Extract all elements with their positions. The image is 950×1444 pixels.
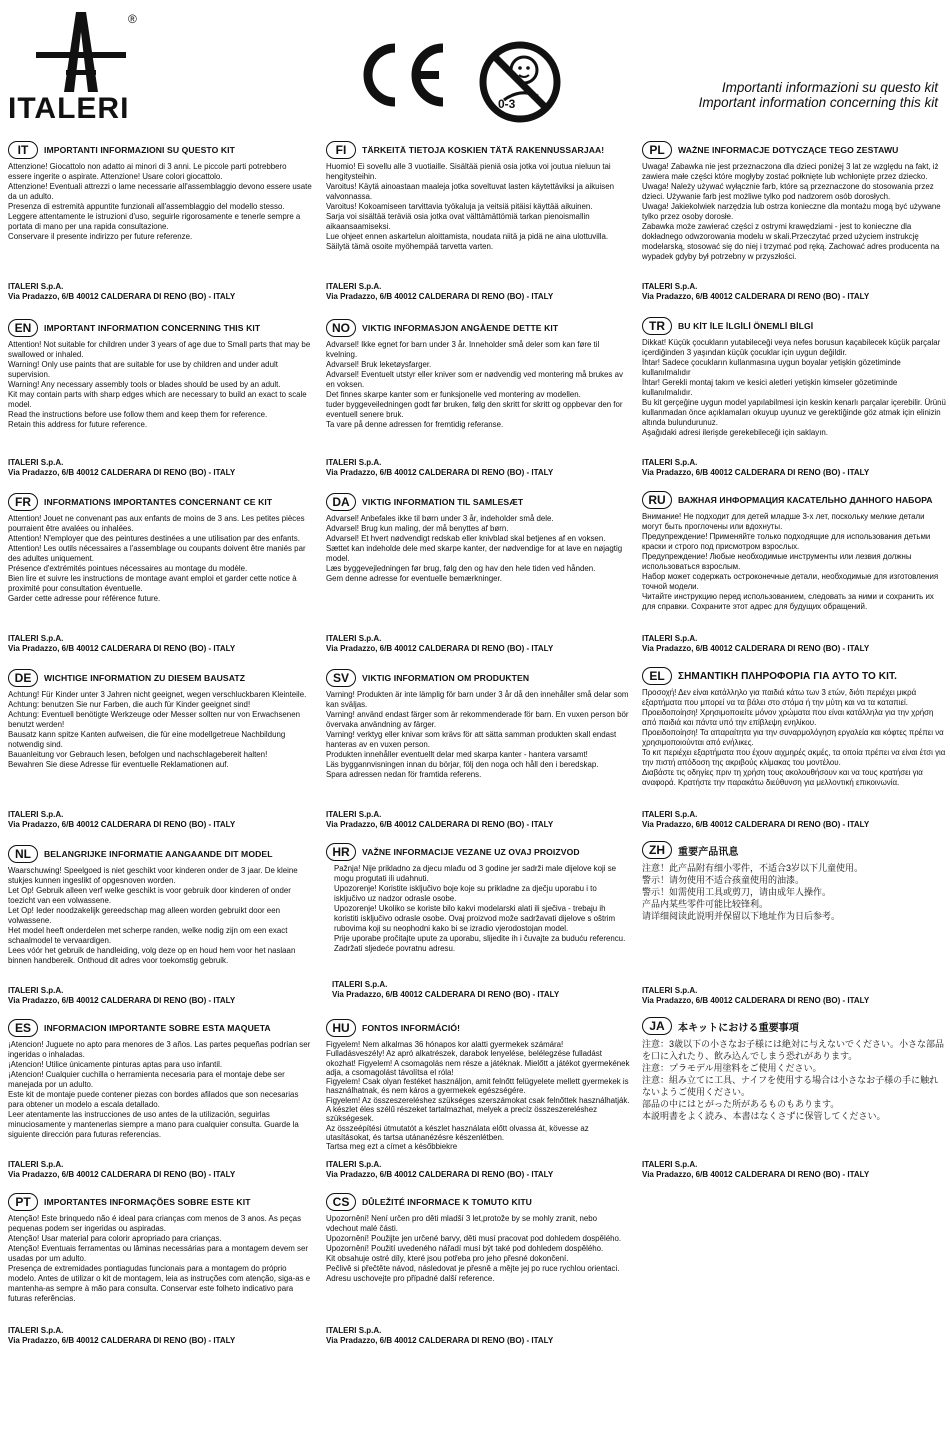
address-company: ITALERI S.p.A. <box>326 634 382 643</box>
section-ru <box>642 490 946 612</box>
section-line: Bausatz kann spitze Kanten aufweisen, die für eine modellgetreue Nachbildung notwendig sind. <box>8 730 286 749</box>
header-title <box>699 80 938 110</box>
section-line: 产品内某些零件可能比较锋利。 <box>642 899 769 909</box>
section-line: Let Op! Gebruik alleen verf welke geschikt is voor gebruik door kinderen of onder toezicht van een volwassene. <box>8 886 291 905</box>
lang-badge: ES <box>8 1019 38 1037</box>
section-el <box>642 666 946 788</box>
section-line: Figyelem! Csak olyan festéket használjon, amit felnőtt felügyelete mellett gyermekek is használhatnak, és nem káros a gyermekek egészségére. <box>326 1077 629 1096</box>
lang-badge: RU <box>642 491 672 509</box>
section-line: Læs byggevejledningen før brug, følg den og hav den hele tiden ved hånden. <box>326 564 596 573</box>
section-line: Produkten innehåller eventuellt delar med skarpa kanter - hantera varsamt! <box>326 750 588 759</box>
address-company: ITALERI S.p.A. <box>642 282 698 291</box>
address-company: ITALERI S.p.A. <box>8 634 64 643</box>
address-company: ITALERI S.p.A. <box>8 282 64 291</box>
section-title: BELANGRIJKE INFORMATIE AANGAANDE DIT MODEL <box>44 849 273 859</box>
section-line: Warning! Only use paints that are suitable for use by children and under adult supervision. <box>8 360 278 379</box>
section-line: Читайте инструкцию перед использованием, следовать за ними и сохранить их для справки. Сохраните этот адрес для будущих обращений. <box>642 592 934 611</box>
address-street: Via Pradazzo, 6/B 40012 CALDERARA DI RENO (BO) - ITALY <box>8 468 236 477</box>
section-title: 本キットにおける重要事項 <box>678 1022 799 1034</box>
address-street: Via Pradazzo, 6/B 40012 CALDERARA DI RENO (BO) - ITALY <box>8 820 236 829</box>
address-company: ITALERI S.p.A. <box>642 634 698 643</box>
section-title: FONTOS INFORMÁCIÓ! <box>362 1023 461 1033</box>
header-title-en: Important information concerning this kit <box>698 95 938 110</box>
section-title: IMPORTANT INFORMATION CONCERNING THIS KIT <box>44 323 261 333</box>
section-line: Bewahren Sie diese Adresse für eventuelle Reklamationen auf. <box>8 760 229 769</box>
address-street: Via Pradazzo, 6/B 40012 CALDERARA DI RENO (BO) - ITALY <box>8 644 236 653</box>
address-street: Via Pradazzo, 6/B 40012 CALDERARA DI RENO (BO) - ITALY <box>642 292 870 301</box>
section-title: IMPORTANTES INFORMAÇÕES SOBRE ESTE KIT <box>44 1197 251 1207</box>
address-block <box>332 980 559 1000</box>
address-block <box>8 986 235 1006</box>
section-line: Huomio! Ei sovellu alle 3 vuotiaille. Sisältää pieniä osia jotka voi joutua nieluun tai hengitysteihin. <box>326 162 611 181</box>
section-line: Kit may contain parts with sharp edges which are necessary to build an exact to scale model. <box>8 390 307 409</box>
section-line: Leggere attentamente le istruzioni d'uso, seguirle rigorosamente e tenerle sempre a portata di mano per una rapida consultazione. <box>8 212 301 231</box>
address-street: Via Pradazzo, 6/B 40012 CALDERARA DI RENO (BO) - ITALY <box>326 468 554 477</box>
section-line: Pečlivě si přečtěte návod, následovat je přesně a mějte jej po ruce rychlou orientaci. <box>326 1264 620 1273</box>
section-body <box>326 1040 630 1152</box>
section-line: Attenzione! Giocattolo non adatto ai minori di 3 anni. Le piccole parti potrebbero essere ingerite o aspirate. Attenzione! Usare colori giocattolo. <box>8 162 287 181</box>
section-line: Pažnja! Nije prikladno za djecu mlađu od 3 godine jer sadrži male dijelove koji se mogu progutati ili udahnuti. <box>334 864 617 883</box>
section-line: 警示！如需使用工具或剪刀，请由成年人操作。 <box>642 887 832 897</box>
section-line: İhtar! Sadece çocukların kullanmasına uygun boyalar yetişkin gözetiminde kullanılmalıdır <box>642 358 901 377</box>
section-title: VIKTIG INFORMATION TIL SAMLESÆT <box>362 497 524 507</box>
lang-badge: NO <box>326 319 356 337</box>
section-line: Het model heeft onderdelen met scherpe randen, welke nodig zijn om een exact schaalmodel te vervaardigen. <box>8 926 288 945</box>
address-street: Via Pradazzo, 6/B 40012 CALDERARA DI RENO (BO) - ITALY <box>326 820 554 829</box>
lang-badge: PL <box>642 141 672 159</box>
lang-badge: PT <box>8 1193 38 1211</box>
section-no <box>326 318 630 430</box>
section-line: Retain this address for future reference. <box>8 420 148 429</box>
section-nl <box>8 844 312 966</box>
address-block <box>642 634 869 654</box>
section-body <box>326 1214 630 1284</box>
ce-mark-icon <box>355 40 450 110</box>
address-block <box>326 1326 553 1346</box>
lang-badge: HU <box>326 1019 356 1037</box>
section-body <box>326 690 630 780</box>
section-line: Säilytä tämä osoite myöhempää tarvetta varten. <box>326 242 494 251</box>
address-block <box>8 1326 235 1346</box>
section-line: Διαβάστε τις οδηγίες πριν τη χρήση τους ακολουθήσουν και να τους κρατήσει για αναφορά. Κρατήστε την παρακάτω διεύθυνση για μελλοντική επικοινωνία. <box>642 768 923 787</box>
section-line: Bauanleitung vor Gebrauch lesen, befolgen und nachschlagebereit halten! <box>8 750 268 759</box>
address-block <box>8 1160 235 1180</box>
section-body <box>326 162 630 252</box>
lang-badge: CS <box>326 1193 356 1211</box>
lang-badge: EN <box>8 319 38 337</box>
section-line: Внимание! Не подходит для детей младше 3-х лет, поскольку мелкие детали могут быть проглочены или вдохнуты. <box>642 512 925 531</box>
address-block <box>8 282 235 302</box>
section-line: Bu kit gerçeğine uygun model yapılabilmesi için keskin kenarlı parçalar içerebilir. Ürünü kullanmadan önce açıklamaları okuyup uyunuz ve gerektiğinde göz atmak için elinizin altında bulundurunuz. <box>642 398 946 427</box>
section-line: Uwaga! Zabawka nie jest przeznaczona dla dzieci poniżej 3 lat ze względu na fakt, iż zawiera małe części które mogłyby zostać połknięte lub wchłonięte przez dziecko. <box>642 162 939 181</box>
address-company: ITALERI S.p.A. <box>326 458 382 467</box>
section-line: Presenza di estremità appuntite funzionali all'assemblaggio del modello stesso. <box>8 202 285 211</box>
lang-badge: DE <box>8 669 38 687</box>
address-street: Via Pradazzo, 6/B 40012 CALDERARA DI RENO (BO) - ITALY <box>642 468 870 477</box>
section-fr <box>8 492 312 604</box>
address-company: ITALERI S.p.A. <box>326 1160 382 1169</box>
address-street: Via Pradazzo, 6/B 40012 CALDERARA DI RENO (BO) - ITALY <box>642 644 870 653</box>
lang-badge: NL <box>8 845 38 863</box>
address-company: ITALERI S.p.A. <box>326 1326 382 1335</box>
lang-badge: TR <box>642 317 672 335</box>
address-street: Via Pradazzo, 6/B 40012 CALDERARA DI RENO (BO) - ITALY <box>642 1170 870 1179</box>
address-company: ITALERI S.p.A. <box>642 810 698 819</box>
section-body <box>8 1040 312 1140</box>
section-line: Upozornění! Není určen pro děti mladší 3 let,protože by se mohly zranit, nebo vdechout malé části. <box>326 1214 598 1233</box>
section-line: Dikkat! Küçük çocukların yutabileceği veya nefes borusun kaçabilecek küçük parçalar içerdiğinden 3 yaşından küçük çocuklar için uygun değildir. <box>642 338 941 357</box>
address-block <box>326 634 553 654</box>
section-body <box>642 688 946 788</box>
address-street: Via Pradazzo, 6/B 40012 CALDERARA DI RENO (BO) - ITALY <box>326 644 554 653</box>
section-pt <box>8 1192 312 1304</box>
lang-badge: IT <box>8 141 38 159</box>
section-line: ¡Atencion! Utilice únicamente pinturas aptas para uso infantil. <box>8 1060 223 1069</box>
section-line: Varoitus! Käytä ainoastaan maaleja jotka soveltuvat lasten käytettäviksi ja aikuisen valvonnassa. <box>326 182 615 201</box>
section-line: 注意：プラモデル用塗料をご使用ください。 <box>642 1063 822 1073</box>
section-body <box>326 340 630 430</box>
brand-name: ITALERI <box>8 92 130 125</box>
header <box>0 0 950 125</box>
section-line: 警示！请勿使用不适合孩童使用的油漆。 <box>642 875 805 885</box>
section-body <box>8 340 312 430</box>
section-line: Gem denne adresse for eventuelle bemærkninger. <box>326 574 502 583</box>
section-line: Zabawka może zawierać części z ostrymi krawędziami - jest to konieczne dla dokładnego odwzorowania modelu w skali.Przeczytać przed użyciem instrukcję modelarską, stosować się do niej i trzymać pod ręką. Zachować adres producenta na wypadek gdyby był potrzebny w przyszłości. <box>642 222 940 261</box>
address-street: Via Pradazzo, 6/B 40012 CALDERARA DI RENO (BO) - ITALY <box>326 1336 554 1345</box>
lang-badge: SV <box>326 669 356 687</box>
lang-badge: DA <box>326 493 356 511</box>
section-body <box>642 512 946 612</box>
address-street: Via Pradazzo, 6/B 40012 CALDERARA DI RENO (BO) - ITALY <box>8 1336 236 1345</box>
section-line: Advarsel! Et hvert nødvendigt redskab eller knivblad skal betjenes af en voksen. Sættet kan indeholde dele med skarpe kanter, der nødvendige for at lave en nøjagtig model. <box>326 534 623 563</box>
registered-mark: ® <box>128 12 137 26</box>
section-hu <box>326 1018 630 1152</box>
section-body <box>8 866 312 966</box>
section-line: ¡Atencion! Cualquier cuchilla o herramienta necesaria para el montaje debe ser manejada por un adulto. <box>8 1070 285 1089</box>
section-hr <box>326 842 630 954</box>
section-line: Tartsa meg ezt a címet a későbbiekre <box>326 1142 458 1152</box>
section-line: 部品の中にはとがった所があるものもあります。 <box>642 1099 840 1109</box>
address-block <box>8 810 235 830</box>
section-line: Attention! Not suitable for children under 3 years of age due to Small parts that may be swallowed or inhaled. <box>8 340 311 359</box>
section-line: Varning! använd endast färger som är rekommenderade för barn. En vuxen person bör övervaka användning av färger. <box>326 710 629 729</box>
lang-badge: HR <box>326 843 356 861</box>
section-line: Spara adressen nedan för framtida referens. <box>326 770 482 779</box>
section-line: Figyelem! Az összeszereléshez szükséges szerszámokat csak felnőttek használhatják. A készlet éles szélű részeket tartalmazhat, melyek a precíz összeszereléshez szükségesek. <box>326 1095 630 1124</box>
section-sv <box>326 668 630 780</box>
address-company: ITALERI S.p.A. <box>642 1160 698 1169</box>
address-company: ITALERI S.p.A. <box>8 810 64 819</box>
section-en <box>8 318 312 430</box>
section-line: Attention! N'employer que des peintures destinées a une utilisation par des enfants. <box>8 534 300 543</box>
section-line: 注意：組み立てに工具、ナイフを使用する場合は小さなお子様の手に触れないようご使用ください。 <box>642 1075 939 1097</box>
section-line: Attention! Les outils nécessaires a l'assemblage ou coupants doivent être maniés par des adultes uniquement. <box>8 544 306 563</box>
address-block <box>642 1160 869 1180</box>
section-title: VIKTIG INFORMATION OM PRODUKTEN <box>362 673 530 683</box>
address-block <box>326 1160 553 1180</box>
section-line: Zadržati sljedeće povratnu adresu. <box>334 944 456 953</box>
section-line: Uwaga! Jakiekolwiek narzędzia lub ostrza konieczne dla montażu mogą być używane tylko przez osoby dorosłe. <box>642 202 941 221</box>
section-line: Varoitus! Kokoamiseen tarvittavia työkaluja ja veitsiä pitäisi käyttää aikuinen. <box>326 202 593 211</box>
section-line: Fulladásveszély! Az apró alkatrészek, darabok lenyelése, belélegzése fulladást okozhat! Figyelem! A csomagolás nem része a játéknak. Mielőtt a játékot gyermekének adja, a csomagolást távolítsa el róla! <box>326 1049 630 1077</box>
section-line: Advarsel! Anbefales ikke til børn under 3 år, indeholder små dele. <box>326 514 554 523</box>
section-title: TÄRKEITÄ TIETOJA KOSKIEN TÄTÄ RAKENNUSSARJAA! <box>362 145 605 155</box>
section-title: VAŽNE INFORMACIJE VEZANE UZ OVAJ PROIZVOD <box>362 847 580 857</box>
italeri-logo <box>8 8 163 125</box>
section-body <box>326 864 630 954</box>
section-line: Upozornění! Použijte jen určené barvy, děti musí pracovat pod dohledem dospělého. <box>326 1234 622 1243</box>
section-line: Προειδοποίηση! Χρησιμοποιείτε μόνον χρώματα που είναι κατάλληλα για την χρήση από παιδιά και πάντα υπό την επίβλεψη ενηλίκου. <box>642 708 934 727</box>
section-line: 注意！此产品附有细小零件，不适合3岁以下儿童使用。 <box>642 863 864 873</box>
logo-aircraft-icon <box>36 8 126 92</box>
section-zh <box>642 840 946 922</box>
section-line: Adresu uschovejte pro případné další reference. <box>326 1274 495 1283</box>
address-block <box>8 634 235 654</box>
section-line: Leer atentamente las instrucciones de uso antes de la utilización, seguirlas minuciosamente y mantenerlas siempre a mano para cualquier consulta. Guarde la siguiente dirección para futuras referencias. <box>8 1110 299 1139</box>
address-street: Via Pradazzo, 6/B 40012 CALDERARA DI RENO (BO) - ITALY <box>8 292 236 301</box>
address-company: ITALERI S.p.A. <box>332 980 388 989</box>
address-company: ITALERI S.p.A. <box>642 986 698 995</box>
section-line: Let Op! Ieder noodzakelijk gereedschap mag alleen worden gebruikt door een volwassene. <box>8 906 280 925</box>
section-line: Sarja voi sisältää teräviä osia jotka ovat välttämättömiä tarkan pienoismallin aikaansaamiseksi. <box>326 212 590 231</box>
section-title: ΣΗΜΑΝΤΙΚΗ ΠΛΗΡΟΦΟΡΙΑ ΓΙΑ ΑΥΤΟ ΤΟ ΚΙΤ. <box>678 670 897 682</box>
section-line: Advarsel! Brug kun maling, der må benyttes af børn. <box>326 524 509 533</box>
section-line: Предупреждение! Применяйте только подходящие для использования детьми краски и строго под присмотром взрослых. <box>642 532 931 551</box>
section-line: Lees vóór het gebruik de handleiding, volg deze op en houd hem voor het naslaan binnen handbereik. Onthoud dit adres voor toekomstig gebruik. <box>8 946 296 965</box>
section-body <box>642 338 946 438</box>
section-tr <box>642 316 946 438</box>
address-block <box>642 986 869 1006</box>
section-line: Набор может содержать остроконечные детали, необходимые для изготовления точной модели. <box>642 572 939 591</box>
address-street: Via Pradazzo, 6/B 40012 CALDERARA DI RENO (BO) - ITALY <box>642 996 870 1005</box>
section-line: Présence d'extrémités pointues nécessaires au montage du modèle. <box>8 564 248 573</box>
section-line: Ta vare på denne adressen for fremtidig referanse. <box>326 420 504 429</box>
section-line: Lue ohjeet ennen askartelun aloittamista, noudata niitä ja pidä ne aina ulottuvilla. <box>326 232 609 241</box>
address-company: ITALERI S.p.A. <box>8 1160 64 1169</box>
section-line: İhtar! Gerekli montaj takım ve kesici aletleri yetişkin kimseler gözetiminde kullanılmalıdır. <box>642 378 898 397</box>
section-line: 请详细阅读此说明并保留以下地址作为日后参考。 <box>642 911 841 921</box>
section-line: Achtung: Eventuell benötigte Werkzeuge oder Messer sollten nur von Erwachsenen benutzt werden! <box>8 710 300 729</box>
section-line: Garder cette adresse pour référence future. <box>8 594 161 603</box>
section-line: Uwaga! Należy używać wyłącznie farb, które są przeznaczone do stosowania przez dzieci. Używanie farb jest możliwe tylko pod nadzorem osób dorosłych. <box>642 182 934 201</box>
section-line: Atenção! Este brinquedo não é ideal para crianças com menos de 3 anos. As peças pequenas podem ser ingeridas ou aspiradas. <box>8 1214 302 1233</box>
section-title: INFORMATIONS IMPORTANTES CONCERNANT CE KIT <box>44 497 273 507</box>
section-line: Det finnes skarpe kanter som er funksjonelle ved montering av modellen. <box>326 390 581 399</box>
section-line: Atenção! Eventuais ferramentas ou lâminas necessárias para a montagem devem ser usadas por um adulto. <box>8 1244 308 1263</box>
section-cs <box>326 1192 630 1284</box>
section-line: Az összeépítési útmutatót a készlet használata előtt olvassa át, kövesse az utasításokat, és tartsa utánanézésre készenlétben. <box>326 1123 589 1142</box>
age-warning-icon <box>478 40 562 124</box>
section-line: Prije uporabe pročitajte upute za uporabu, slijedite ih i čuvajte za buduću referencu. <box>334 934 626 943</box>
section-pl <box>642 140 946 262</box>
section-line: Atenção! Usar material para colorir apropriado para crianças. <box>8 1234 222 1243</box>
section-line: Este kit de montaje puede contener piezas con bordes afilados que son necesarias para obtener un modelo a escala detallado. <box>8 1090 299 1109</box>
section-line: 注意：3歳以下の小さなお子様には絶対に与えないでください。小さな部品を口に入れたり、飲み込んでしまう恐れがあります。 <box>642 1039 945 1061</box>
lang-badge: EL <box>642 667 672 685</box>
section-title: WAŻNE INFORMACJE DOTYCZĄCE TEGO ZESTAWU <box>678 145 899 155</box>
section-es <box>8 1018 312 1140</box>
section-line: Presença de extremidades pontiagudas funcionais para a montagem do próprio modelo. Antes de utilizar o kit de montagem, leia as instruções com atenção, siga-as e mantenha-as sempre à mão para consulta. Conservar este folheto indicativo para futuras referências. <box>8 1264 311 1303</box>
section-line: Figyelem! Nem alkalmas 36 hónapos kor alatti gyermekek számára! <box>326 1040 564 1049</box>
section-line: Advarsel! Bruk leketøysfarger. <box>326 360 432 369</box>
lang-badge: ZH <box>642 841 672 859</box>
section-title: BU KİT İLE İLGİLİ ÖNEMLİ BİLGİ <box>678 321 814 331</box>
section-line: Warning! Any necessary assembly tools or blades should be used by an adult. <box>8 380 281 389</box>
section-title: ВАЖНАЯ ИНФОРМАЦИЯ КАСАТЕЛЬНО ДАННОГО НАБОРА <box>678 495 933 505</box>
lang-badge: FR <box>8 493 38 511</box>
address-street: Via Pradazzo, 6/B 40012 CALDERARA DI RENO (BO) - ITALY <box>332 990 560 999</box>
lang-badge: FI <box>326 141 356 159</box>
section-title: DŮLEŽITÉ INFORMACE K TOMUTO KITU <box>362 1197 532 1207</box>
address-company: ITALERI S.p.A. <box>8 986 64 995</box>
section-line: 本説明書をよく読み、本書はなくさずに保管してください。 <box>642 1111 886 1121</box>
section-line: Upozornění! Použití uvedeného nářadí musí být také pod dohledem dospělého. <box>326 1244 604 1253</box>
lang-badge: JA <box>642 1017 672 1035</box>
section-line: Upozorenje! Ukoliko se koriste bilo kakvi modelarski alati ili sječiva - trebaju ih koristiti isključivo odrasle osobe. Ovaj proizvod može sadržavati dijelove s oštrim rubovima koji su neophodni kako bi se izradio vjerodostojan model. <box>334 904 616 933</box>
section-line: Achtung! Für Kinder unter 3 Jahren nicht geeignet, wegen verschluckbaren Kleinteile. <box>8 690 307 699</box>
section-line: Kit obsahuje ostré díly, které jsou potřeba pro jeho přesné dokončení. <box>326 1254 569 1263</box>
section-title: IMPORTANTI INFORMAZIONI SU QUESTO KIT <box>44 145 236 155</box>
section-line: Read the instructions before use follow them and keep them for reference. <box>8 410 268 419</box>
section-line: tuder byggeveiledningen godt før bruken, følg den skritt for skritt og oppbevar den for eventuell senere bruk. <box>326 400 623 419</box>
section-de <box>8 668 312 770</box>
address-block <box>642 458 869 478</box>
section-body <box>642 862 946 922</box>
section-title: WICHTIGE INFORMATION ZU DIESEM BAUSATZ <box>44 673 246 683</box>
age-badge-text: 0-3 <box>498 97 516 111</box>
address-block <box>326 458 553 478</box>
section-line: Attention! Jouet ne convenant pas aux enfants de moins de 3 ans. Les petites pièces pourraient être avalées ou inhalées. <box>8 514 305 533</box>
section-line: Advarsel! Ikke egnet for barn under 3 år. Inneholder små deler som kan føre til kvelning. <box>326 340 600 359</box>
address-street: Via Pradazzo, 6/B 40012 CALDERARA DI RENO (BO) - ITALY <box>326 1170 554 1179</box>
section-body <box>8 514 312 604</box>
section-body <box>8 162 312 242</box>
address-street: Via Pradazzo, 6/B 40012 CALDERARA DI RENO (BO) - ITALY <box>326 292 554 301</box>
section-body <box>326 514 630 584</box>
section-line: Conservare il presente indirizzo per future referenze. <box>8 232 193 241</box>
section-line: Varning! verktyg eller knivar som krävs för att sätta samman produkten skall endast hanteras av en vuxen person. <box>326 730 617 749</box>
section-line: Προειδοποίηση! Τα απαραίτητα για την συναρμολόγηση εργαλεία και κόφτες πρέπει να χρησιμοποιούνται από ενήλικες. <box>642 728 944 747</box>
section-body <box>8 1214 312 1304</box>
address-block <box>326 810 553 830</box>
section-line: Το κιτ περιέχει εξαρτήματα που έχουν αιχμηρές ακμές, τα οποία πρέπει να είναι έτσι για την πιστή απόδοση της ακριβούς κλίμακας του μοντέλου. <box>642 748 946 767</box>
section-line: Aşağıdaki adresi ilerişde gerekebileceği için saklayın. <box>642 428 828 437</box>
section-line: Προσοχή! Δεν είναι κατάλληλο για παιδιά κάτω των 3 ετών, διότι περιέχει μικρά εξαρτήματα που μπορεί να τα βάλει στο στόμα ή την μύτη και να τα καταπιεί. <box>642 688 917 707</box>
section-title: 重要产品讯息 <box>678 846 739 858</box>
section-line: Attenzione! Eventuali attrezzi o lame necessarie all'assemblaggio devono essere usate da un adulto. <box>8 182 312 201</box>
address-block <box>326 282 553 302</box>
section-title: VIKTIG INFORMASJON ANGÅENDE DETTE KIT <box>362 323 559 333</box>
section-body <box>8 690 312 770</box>
section-fi <box>326 140 630 252</box>
section-line: Achtung: benutzen Sie nur Farben, die auch für Kinder geeignet sind! <box>8 700 251 709</box>
section-line: Advarsel! Eventuelt utstyr eller kniver som er nødvendig ved montering må brukes av en voksen. <box>326 370 623 389</box>
address-block <box>8 458 235 478</box>
address-street: Via Pradazzo, 6/B 40012 CALDERARA DI RENO (BO) - ITALY <box>8 996 236 1005</box>
section-body <box>642 162 946 262</box>
address-company: ITALERI S.p.A. <box>326 282 382 291</box>
address-company: ITALERI S.p.A. <box>8 1326 64 1335</box>
section-line: Varning! Produkten är inte lämplig för barn under 3 år då den innehåller små delar som kan sväljas. <box>326 690 629 709</box>
address-company: ITALERI S.p.A. <box>8 458 64 467</box>
address-street: Via Pradazzo, 6/B 40012 CALDERARA DI RENO (BO) - ITALY <box>642 820 870 829</box>
address-block <box>642 810 869 830</box>
header-title-it: Importanti informazioni su questo kit <box>721 80 938 95</box>
address-block <box>642 282 869 302</box>
address-street: Via Pradazzo, 6/B 40012 CALDERARA DI RENO (BO) - ITALY <box>8 1170 236 1179</box>
section-da <box>326 492 630 584</box>
section-body <box>642 1038 946 1122</box>
section-line: Предупреждение! Любые необходимые инструменты или лезвия должны использоваться взрослым. <box>642 552 912 571</box>
section-ja <box>642 1016 946 1122</box>
address-company: ITALERI S.p.A. <box>642 458 698 467</box>
section-line: Upozorenje! Koristite isključivo boje koje su prikladne za dječju uporabu i to isključivo uz nadzor odrasle osobe. <box>334 884 597 903</box>
section-it <box>8 140 312 242</box>
address-company: ITALERI S.p.A. <box>326 810 382 819</box>
section-title: INFORMACION IMPORTANTE SOBRE ESTA MAQUETA <box>44 1023 271 1033</box>
section-line: Waarschuwing! Speelgoed is niet geschikt voor kinderen onder de 3 jaar. De kleine stukjes kunnen ingeslikt of opgesnoven worden. <box>8 866 298 885</box>
section-line: Läs byggannvisningen innan du börjar, följ den noga och håll den i beredskap. <box>326 760 599 769</box>
section-line: ¡Atencion! Juguete no apto para menores de 3 años. Las partes pequeñas podrían ser ingeridas o inhaladas. <box>8 1040 311 1059</box>
section-line: Bien lire et suivre les instructions de montage avant emploi et garder cette notice à proximité pour consultation éventuelle. <box>8 574 297 593</box>
